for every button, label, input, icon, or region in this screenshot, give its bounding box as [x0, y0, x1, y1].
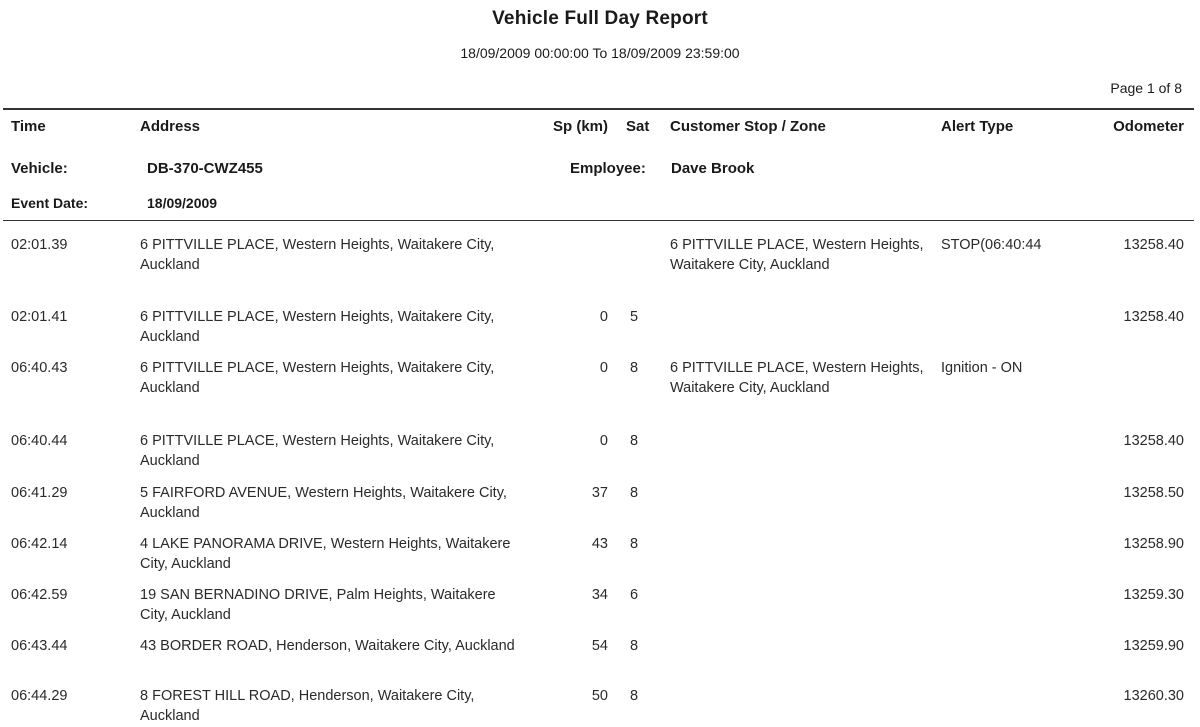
employee-value: Dave Brook — [671, 160, 755, 177]
cell-alert: Ignition - ON — [941, 360, 1023, 376]
cell-speed: 43 — [591, 536, 608, 552]
column-header-stop: Customer Stop / Zone — [670, 118, 826, 135]
cell-sat: 8 — [630, 536, 639, 552]
cell-time: 06:42.14 — [11, 536, 68, 552]
cell-time: 02:01.41 — [11, 309, 68, 325]
cell-sat: 8 — [630, 485, 639, 501]
cell-odometer: 13260.30 — [1123, 688, 1184, 704]
cell-alert: STOP(06:40:44 — [941, 237, 1042, 253]
cell-speed: 0 — [599, 360, 608, 376]
vehicle-value: DB-370-CWZ455 — [147, 160, 263, 177]
cell-time: 06:41.29 — [11, 485, 68, 501]
cell-address: 6 PITTVILLE PLACE, Western Heights, Waitakere City, Auckland — [140, 237, 495, 273]
cell-sat: 8 — [630, 433, 639, 449]
vehicle-label: Vehicle: — [11, 160, 68, 177]
header-rule — [3, 108, 1194, 110]
cell-sat: 8 — [630, 638, 639, 654]
cell-address: 43 BORDER ROAD, Henderson, Waitakere City, Auckland — [140, 638, 515, 654]
cell-speed: 0 — [599, 433, 608, 449]
cell-time: 02:01.39 — [11, 237, 68, 253]
employee-label: Employee: — [570, 160, 646, 177]
column-header-time: Time — [11, 118, 46, 135]
cell-time: 06:44.29 — [11, 688, 68, 704]
cell-odometer: 13258.50 — [1123, 485, 1184, 501]
report-title: Vehicle Full Day Report — [492, 8, 708, 29]
cell-address: 6 PITTVILLE PLACE, Western Heights, Waitakere City, Auckland — [140, 433, 495, 469]
cell-odometer: 13258.40 — [1123, 237, 1184, 253]
section-rule — [3, 220, 1194, 221]
cell-odometer: 13258.90 — [1123, 536, 1184, 552]
cell-address: 6 PITTVILLE PLACE, Western Heights, Waitakere City, Auckland — [140, 309, 495, 345]
cell-address: 6 PITTVILLE PLACE, Western Heights, Waitakere City, Auckland — [140, 360, 495, 396]
cell-address: 8 FOREST HILL ROAD, Henderson, Waitakere City, Auckland — [140, 688, 475, 724]
cell-sat: 8 — [630, 360, 639, 376]
cell-address: 5 FAIRFORD AVENUE, Western Heights, Waitakere City, Auckland — [140, 485, 507, 521]
cell-stop: 6 PITTVILLE PLACE, Western Heights, Waitakere City, Auckland — [670, 237, 924, 273]
page-number: Page 1 of 8 — [1110, 80, 1182, 96]
column-header-address: Address — [140, 118, 201, 135]
cell-sat: 6 — [630, 587, 639, 603]
cell-stop: 6 PITTVILLE PLACE, Western Heights, Waitakere City, Auckland — [670, 360, 924, 396]
cell-address: 19 SAN BERNADINO DRIVE, Palm Heights, Waitakere City, Auckland — [140, 587, 496, 623]
cell-odometer: 13258.40 — [1123, 309, 1184, 325]
cell-odometer: 13258.40 — [1123, 433, 1184, 449]
cell-speed: 0 — [599, 309, 608, 325]
event-date-value: 18/09/2009 — [147, 195, 218, 211]
cell-time: 06:40.44 — [11, 433, 68, 449]
cell-sat: 5 — [630, 309, 639, 325]
column-header-alert: Alert Type — [941, 118, 1014, 135]
column-header-odometer: Odometer — [1113, 118, 1184, 135]
cell-speed: 50 — [591, 688, 608, 704]
cell-speed: 37 — [591, 485, 608, 501]
cell-time: 06:42.59 — [11, 587, 68, 603]
report-date-range: 18/09/2009 00:00:00 To 18/09/2009 23:59:00 — [460, 45, 740, 61]
cell-odometer: 13259.90 — [1123, 638, 1184, 654]
cell-odometer: 13259.30 — [1123, 587, 1184, 603]
column-header-speed: Sp (km) — [552, 118, 608, 135]
cell-speed: 34 — [591, 587, 608, 603]
cell-time: 06:43.44 — [11, 638, 68, 654]
cell-speed: 54 — [591, 638, 608, 654]
column-header-sat: Sat — [626, 118, 650, 135]
cell-address: 4 LAKE PANORAMA DRIVE, Western Heights, Waitakere City, Auckland — [140, 536, 511, 572]
event-date-label: Event Date: — [11, 195, 89, 211]
cell-time: 06:40.43 — [11, 360, 68, 376]
cell-sat: 8 — [630, 688, 639, 704]
